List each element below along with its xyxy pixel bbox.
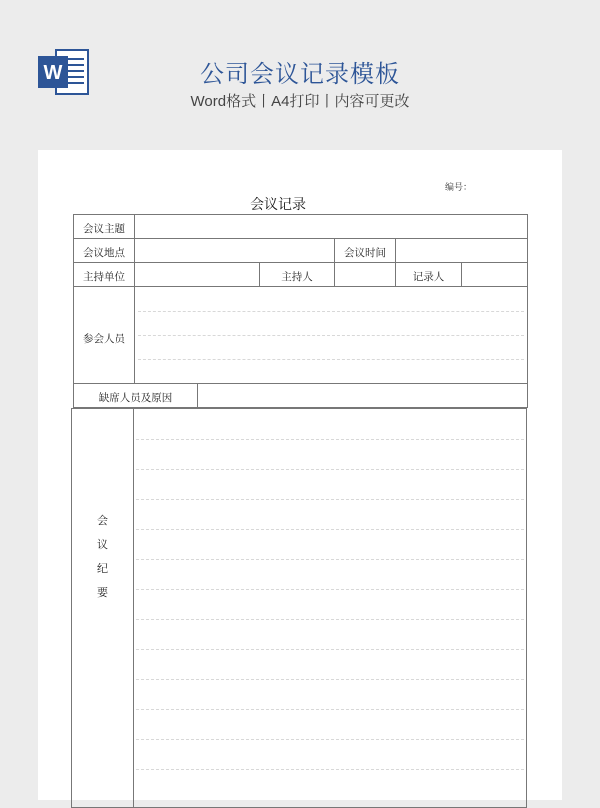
recorder-label: 记录人: [412, 271, 445, 283]
minutes-input[interactable]: [133, 408, 527, 808]
ruled-line: [138, 311, 524, 312]
ruled-line: [136, 679, 524, 680]
ruled-line: [136, 529, 524, 530]
time-label: 会议时间: [344, 247, 386, 259]
minutes-char: 议: [97, 538, 108, 551]
ruled-line: [136, 649, 524, 650]
minutes-char: 会: [97, 514, 108, 527]
ruled-line: [136, 439, 524, 440]
host-unit-label: 主持单位: [83, 271, 125, 283]
page-subtitle: Word格式丨A4打印丨内容可更改: [190, 93, 410, 110]
page-title: 公司会议记录模板: [200, 61, 400, 88]
minutes-char: 纪: [97, 562, 108, 575]
ruled-line: [138, 359, 524, 360]
minutes-char: 要: [97, 586, 108, 599]
ruled-line: [136, 589, 524, 590]
topic-label: 会议主题: [83, 223, 125, 235]
recorder-input[interactable]: [461, 262, 528, 287]
attendees-label: 参会人员: [83, 333, 125, 345]
host-unit-input[interactable]: [134, 262, 260, 287]
location-label: 会议地点: [83, 247, 125, 259]
ruled-line: [136, 499, 524, 500]
host-label: 主持人: [281, 271, 313, 283]
ruled-line: [136, 709, 524, 710]
absentees-input[interactable]: [197, 383, 528, 408]
location-input[interactable]: [134, 238, 335, 263]
minutes-label-cell: [71, 408, 134, 808]
ruled-line: [136, 619, 524, 620]
word-icon-letter: W: [43, 62, 63, 84]
document-title: 会议记录: [250, 197, 306, 213]
time-input[interactable]: [395, 238, 528, 263]
ruled-line: [136, 559, 524, 560]
absentees-label: 缺席人员及原因: [98, 392, 173, 404]
document-page: [38, 150, 562, 800]
ruled-line: [136, 739, 524, 740]
ruled-line: [138, 335, 524, 336]
ruled-line: [136, 769, 524, 770]
serial-number-label: 编号：: [445, 183, 473, 193]
host-input[interactable]: [334, 262, 396, 287]
topic-input[interactable]: [134, 214, 528, 239]
ruled-line: [136, 469, 524, 470]
